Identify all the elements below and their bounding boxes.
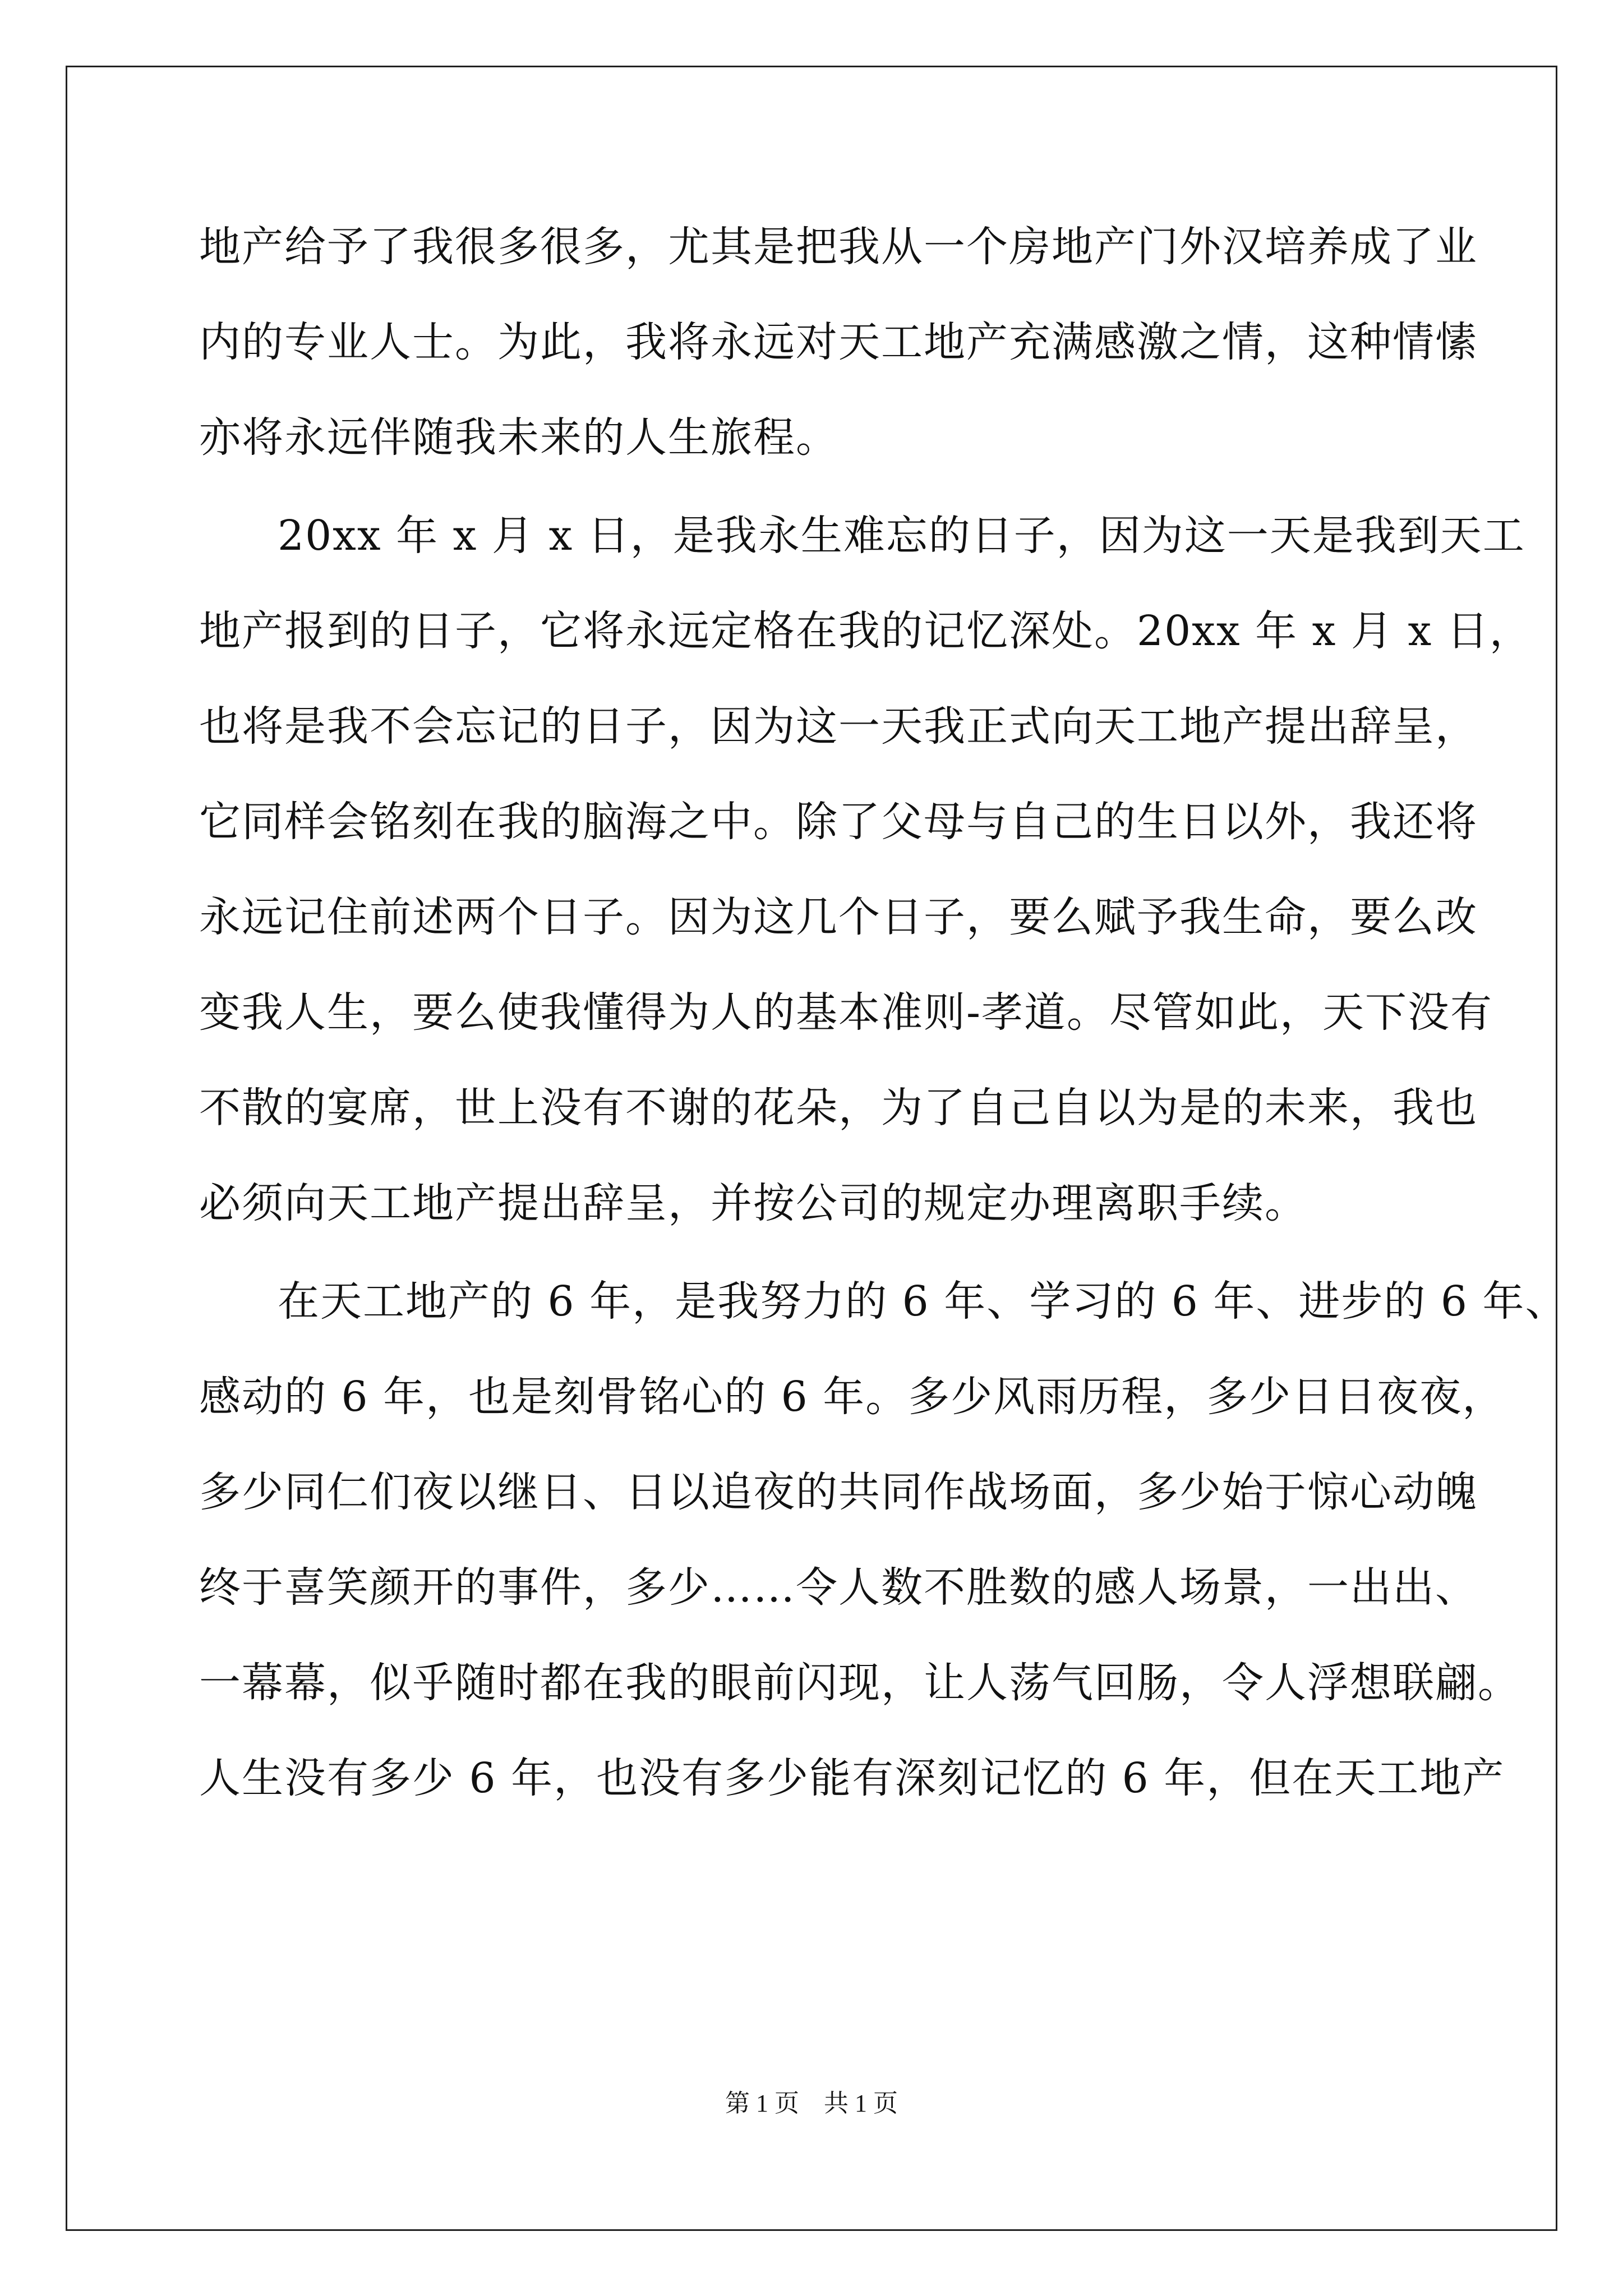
text-line: 它同样会铭刻在我的脑海之中。除了父母与自己的生日以外，我还将 (199, 798, 1478, 846)
paragraph-first-line: 20xx 年 x 月 x 日，是我永生难忘的日子，因为这一天是我到天工 (278, 512, 1525, 560)
text-line: 地产给予了我很多很多，尤其是把我从一个房地产门外汉培养成了业 (199, 223, 1478, 271)
text-line: 永远记住前述两个日子。因为这几个日子，要么赋予我生命，要么改 (199, 893, 1478, 941)
text-line: 人生没有多少 6 年，也没有多少能有深刻记忆的 6 年，但在天工地产 (199, 1754, 1505, 1802)
text-line: 地产报到的日子，它将永远定格在我的记忆深处。20xx 年 x 月 x 日， (199, 607, 1532, 655)
text-line: 多少同仁们夜以继日、日以追夜的共同作战场面，多少始于惊心动魄 (199, 1468, 1478, 1516)
text-line: 不散的宴席，世上没有不谢的花朵，为了自己自以为是的未来，我也 (199, 1084, 1478, 1132)
text-line: 内的专业人士。为此，我将永远对天工地产充满感激之情，这种情愫 (199, 318, 1478, 366)
paragraph-first-line: 在天工地产的 6 年，是我努力的 6 年、学习的 6 年、进步的 6 年、 (278, 1277, 1568, 1326)
text-line: 亦将永远伴随我未来的人生旅程。 (199, 413, 838, 462)
text-line: 必须向天工地产提出辞呈，并按公司的规定办理离职手续。 (199, 1179, 1307, 1227)
text-line: 也将是我不会忘记的日子，因为这一天我正式向天工地产提出辞呈， (199, 702, 1478, 751)
text-line: 感动的 6 年，也是刻骨铭心的 6 年。多少风雨历程，多少日日夜夜， (199, 1373, 1505, 1421)
page-number-footer: 第 1 页 共 1 页 (725, 2090, 898, 2117)
text-line: 一幕幕，似乎随时都在我的眼前闪现，让人荡气回肠，令人浮想联翩。 (199, 1659, 1520, 1707)
text-line: 变我人生，要么使我懂得为人的基本准则-孝道。尽管如此，天下没有 (199, 988, 1493, 1037)
page-border (66, 66, 1557, 2231)
text-line: 终于喜笑颜开的事件，多少……令人数不胜数的感人场景，一出出、 (199, 1563, 1478, 1612)
